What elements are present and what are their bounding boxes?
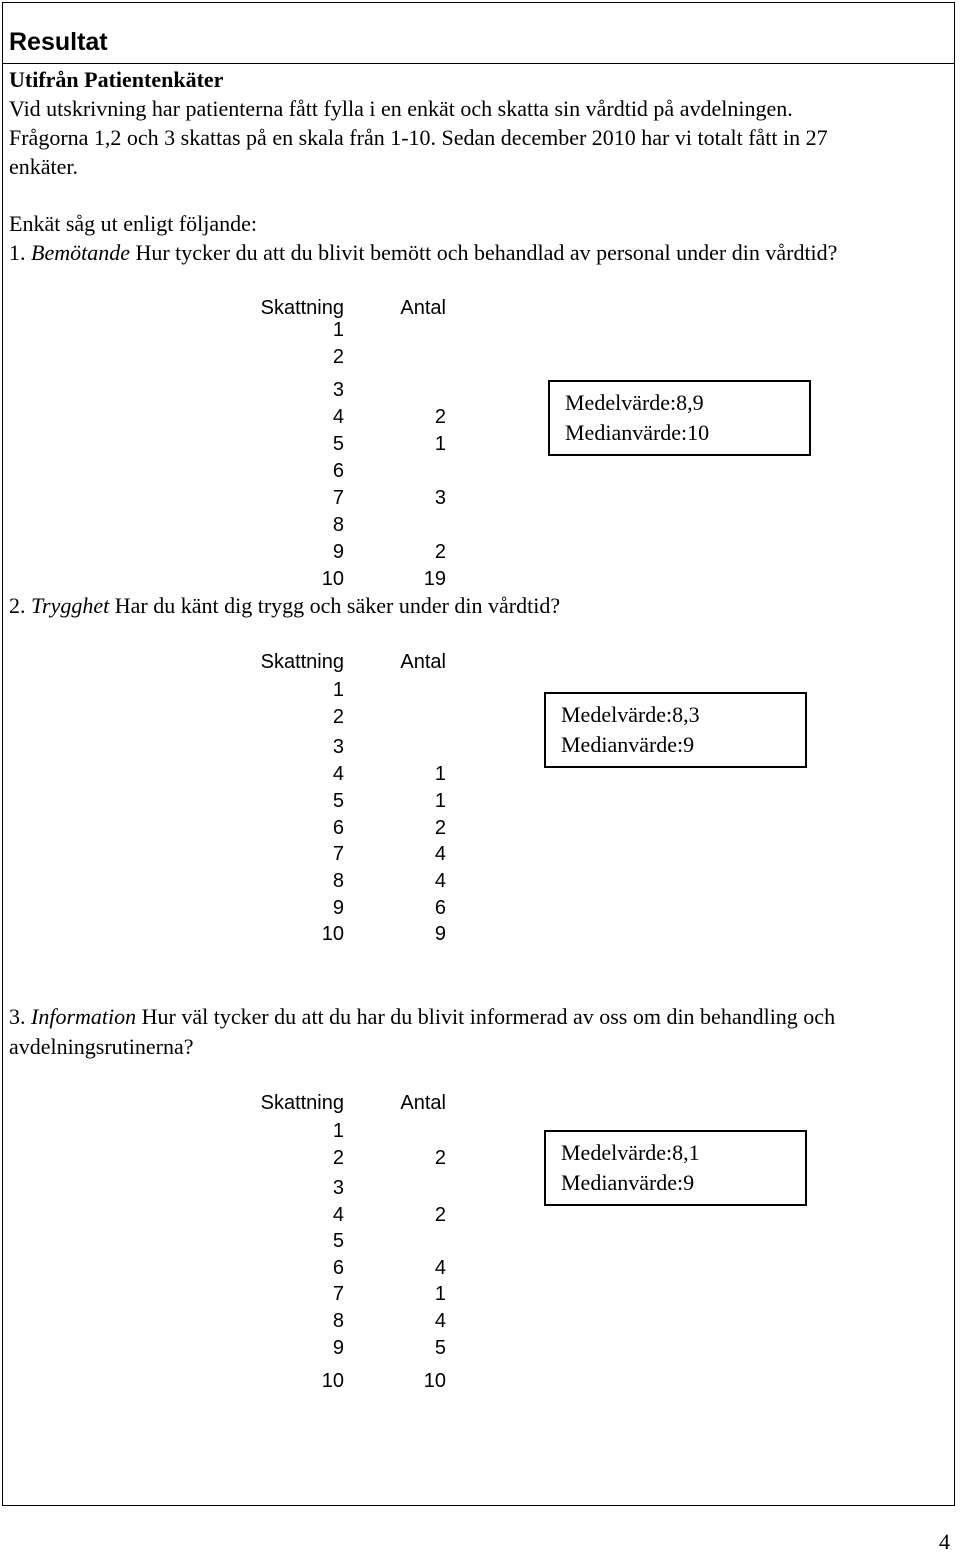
survey-intro: Enkät såg ut enligt följande: xyxy=(9,211,258,236)
question-1-count-cell: 2 xyxy=(434,541,446,563)
question-2-number: 2. xyxy=(9,593,26,618)
question-3-rating-cell: 9 xyxy=(332,1337,344,1359)
question-1-count-header: Antal xyxy=(400,297,446,319)
question-2-rating-cell: 2 xyxy=(332,706,344,728)
question-2-rating-cell: 7 xyxy=(332,843,344,865)
question-3-count-cell: 10 xyxy=(423,1370,446,1392)
question-2-count-cell: 1 xyxy=(434,790,446,812)
question-1-rating-cell: 1 xyxy=(332,319,344,341)
question-3-rating-cell: 5 xyxy=(332,1230,344,1252)
question-2-rating-header: Skattning xyxy=(260,651,344,673)
question-1-rating-cell: 3 xyxy=(332,379,344,401)
question-1-stats-box xyxy=(548,380,811,456)
question-3-rating-cell: 4 xyxy=(332,1204,344,1226)
question-3-count-cell: 5 xyxy=(434,1337,446,1359)
question-2-rating-cell: 4 xyxy=(332,763,344,785)
question-1-rating-cell: 9 xyxy=(332,541,344,563)
page-number: 4 xyxy=(939,1529,950,1554)
question-1-median: Medianvärde:10 xyxy=(565,420,710,445)
question-1-rating-cell: 4 xyxy=(332,406,344,428)
question-3-rating-cell: 6 xyxy=(332,1257,344,1279)
question-3-rating-cell: 1 xyxy=(332,1120,344,1142)
question-3-median: Medianvärde:9 xyxy=(561,1170,695,1195)
question-1-mean: Medelvärde:8,9 xyxy=(565,390,704,415)
question-2-count-cell: 2 xyxy=(434,817,446,839)
question-2-count-cell: 1 xyxy=(434,763,446,785)
question-1-count-cell: 19 xyxy=(423,568,446,590)
question-3-count-cell: 2 xyxy=(434,1147,446,1169)
question-3-rating-cell: 10 xyxy=(321,1370,344,1392)
question-1-rating-cell: 6 xyxy=(332,460,344,482)
question-1-count-cell: 2 xyxy=(434,406,446,428)
question-1 xyxy=(9,239,837,267)
question-3-rating-cell: 3 xyxy=(332,1177,344,1199)
intro-line-2: Frågorna 1,2 och 3 skattas på en skala från 1-10. Sedan december 2010 har vi totalt fått in 27 xyxy=(9,125,828,150)
question-3-stats-box xyxy=(544,1130,807,1206)
question-2-mean: Medelvärde:8,3 xyxy=(561,702,700,727)
question-1-rating-cell: 2 xyxy=(332,346,344,368)
section-heading: Resultat xyxy=(9,28,108,56)
question-2-rating-cell: 9 xyxy=(332,897,344,919)
question-2-count-cell: 4 xyxy=(434,843,446,865)
header-divider xyxy=(2,63,955,64)
question-1-count-cell: 3 xyxy=(434,487,446,509)
intro-line-1: Vid utskrivning har patienterna fått fylla i en enkät och skatta sin vårdtid på avdelningen. xyxy=(9,96,793,121)
question-2-rating-cell: 6 xyxy=(332,817,344,839)
question-3-count-cell: 4 xyxy=(434,1310,446,1332)
question-3-topic: Information xyxy=(31,1004,137,1029)
question-3-count-cell: 1 xyxy=(434,1283,446,1305)
question-1-rating-cell: 7 xyxy=(332,487,344,509)
question-3 xyxy=(9,1003,835,1031)
question-1-number: 1. xyxy=(9,240,26,265)
question-2-rating-cell: 8 xyxy=(332,870,344,892)
question-1-topic: Bemötande xyxy=(31,240,130,265)
question-3-count-cell: 2 xyxy=(434,1204,446,1226)
question-3-count-header: Antal xyxy=(400,1092,446,1114)
question-3-number: 3. xyxy=(9,1004,26,1029)
question-2-text: Har du känt dig trygg och säker under din vårdtid? xyxy=(109,593,561,618)
question-2-median: Medianvärde:9 xyxy=(561,732,695,757)
question-3-rating-cell: 2 xyxy=(332,1147,344,1169)
question-2-count-cell: 9 xyxy=(434,923,446,945)
question-1-text: Hur tycker du att du blivit bemött och behandlad av personal under din vårdtid? xyxy=(129,240,838,265)
question-1-rating-cell: 8 xyxy=(332,514,344,536)
question-3-rating-cell: 7 xyxy=(332,1283,344,1305)
question-1-rating-cell: 5 xyxy=(332,433,344,455)
question-3-text-line-2: avdelningsrutinerna? xyxy=(9,1034,194,1059)
question-2-count-cell: 4 xyxy=(434,870,446,892)
question-3-count-cell: 4 xyxy=(434,1257,446,1279)
question-2-count-cell: 6 xyxy=(434,897,446,919)
question-1-count-cell: 1 xyxy=(434,433,446,455)
question-2-rating-cell: 3 xyxy=(332,736,344,758)
question-3-rating-header: Skattning xyxy=(260,1092,344,1114)
question-2-rating-cell: 1 xyxy=(332,679,344,701)
subheading: Utifrån Patientenkäter xyxy=(9,67,224,92)
question-1-rating-header: Skattning xyxy=(260,297,344,319)
question-2-rating-cell: 5 xyxy=(332,790,344,812)
question-3-text-line-1: Hur väl tycker du att du har du blivit informerad av oss om din behandling och xyxy=(136,1004,836,1029)
question-2 xyxy=(9,592,560,620)
intro-line-3: enkäter. xyxy=(9,154,79,179)
question-2-topic: Trygghet xyxy=(31,593,110,618)
question-2-stats-box xyxy=(544,692,807,768)
question-2-count-header: Antal xyxy=(400,651,446,673)
question-3-mean: Medelvärde:8,1 xyxy=(561,1140,700,1165)
question-2-rating-cell: 10 xyxy=(321,923,344,945)
question-1-rating-cell: 10 xyxy=(321,568,344,590)
question-3-rating-cell: 8 xyxy=(332,1310,344,1332)
